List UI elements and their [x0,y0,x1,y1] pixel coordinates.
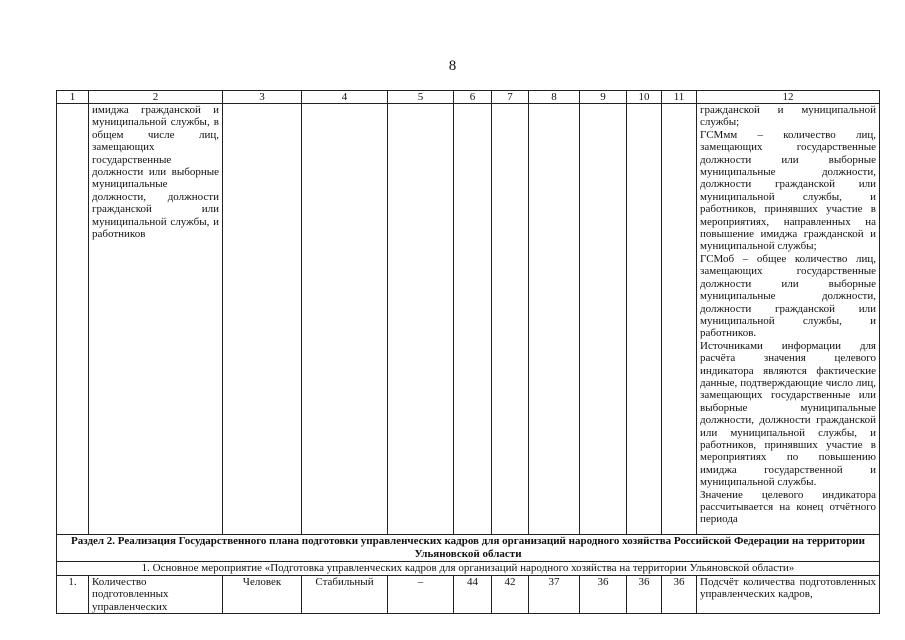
indicator-name-cell: Количество подготовленных управленческих [89,576,223,614]
cell-empty [580,104,627,535]
row-number: 1. [57,576,89,614]
cell-empty [627,104,662,535]
indicator-name-cell: имиджа гражданской и муниципальной службы, в общем числе лиц, замещающих государственные должности или выборные муниципальные должности, должности гражданской или муниципальной службы, и работников [89,104,223,535]
page-number: 8 [448,58,457,74]
methodology-paragraph: Значение целевого индикатора рассчитывается на конец отчётного периода [700,488,876,526]
indicator-table [56,90,880,614]
table-row [57,104,880,535]
methodology-cell: Подсчёт количества подготовленных управленческих кадров, [697,576,880,614]
col-number: 7 [492,91,529,104]
col-number: 5 [388,91,454,104]
cell-empty [454,104,492,535]
value-cell: 42 [492,576,529,614]
unit-cell: Человек [223,576,302,614]
subsection-row [57,562,880,576]
cell-empty [492,104,529,535]
col-number: 11 [662,91,697,104]
methodology-paragraph: ГСМоб – общее количество лиц, замещающих государственные должности или выборные муниципальные должности, должности гражданской или муниципальной службы, и работников. [700,252,876,340]
cell-empty [223,104,302,535]
value-cell: 36 [662,576,697,614]
value-cell: 36 [627,576,662,614]
section-row [57,535,880,562]
trend-cell: Стабильный [302,576,388,614]
col-number: 8 [529,91,580,104]
col-number: 12 [697,91,880,104]
column-number-row [57,91,880,104]
cell-empty [302,104,388,535]
cell-empty [388,104,454,535]
value-cell: 37 [529,576,580,614]
value-cell: 44 [454,576,492,614]
col-number: 2 [89,91,223,104]
section-title: Раздел 2. Реализация Государственного плана подготовки управленческих кадров для организаций народного хозяйства Российской Федерации на территории Ульяновской области [57,535,880,562]
subsection-title: 1. Основное мероприятие «Подготовка управленческих кадров для организаций народного хозяйства на территории Ульяновской области» [57,562,880,576]
col-number: 9 [580,91,627,104]
col-number: 4 [302,91,388,104]
col-number: 3 [223,91,302,104]
table-row [57,576,880,614]
cell-empty [529,104,580,535]
methodology-cell [697,104,880,535]
col-number: 6 [454,91,492,104]
methodology-paragraph: ГСМмм – количество лиц, замещающих государственные должности или выборные муниципальные должности, должности гражданской или муниципальной службы, и работников, принявших участие в мероприятиях, направленных на повышение имиджа гражданской и муниципальной службы; [700,128,876,253]
value-cell: 36 [580,576,627,614]
col-number: 10 [627,91,662,104]
base-value-cell: – [388,576,454,614]
cell-empty [662,104,697,535]
methodology-paragraph: гражданской и муниципальной службы; [700,104,876,129]
cell-empty [57,104,89,535]
methodology-paragraph: Источниками информации для расчёта значения целевого индикатора являются фактические данные, подтверждающие число лиц, замещающих государственные или выборные муниципальные должности, должности гражданской или муниципальной службы, и работников, принявших участие в мероприятиях по повышению имиджа государственной и муниципальной службы. [700,339,876,489]
col-number: 1 [57,91,89,104]
